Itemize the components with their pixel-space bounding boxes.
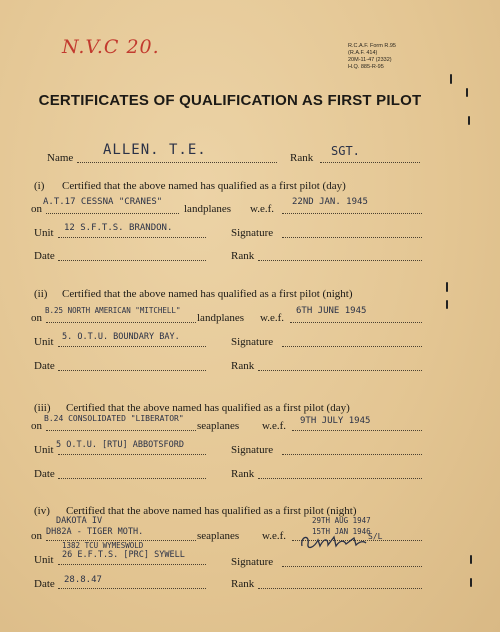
cert-1-on-label: on xyxy=(31,203,42,215)
cert-2-on-label: on xyxy=(31,312,42,324)
cert-4-on-label: on xyxy=(31,530,42,542)
cert-4-number: (iv) xyxy=(34,505,50,517)
cert-3-wef-label: w.e.f. xyxy=(262,420,287,432)
cert-2-rank-label: Rank xyxy=(231,360,255,372)
cert-3-plane-type: seaplanes xyxy=(197,420,240,432)
cert-1-aircraft: A.T.17 CESSNA "CRANES" xyxy=(43,197,163,207)
cert-1-rank-label: Rank xyxy=(231,250,255,262)
cert-2-date-line xyxy=(58,370,206,371)
rank-line xyxy=(320,162,420,163)
cert-2-unit-line xyxy=(58,346,206,347)
cert-4-unit: 26 E.F.T.S. [PRC] SYWELL xyxy=(62,550,185,560)
cert-4-plane-type: seaplanes xyxy=(197,530,240,542)
cert-3-unit-line xyxy=(58,454,206,455)
cert-4-wef-label: w.e.f. xyxy=(262,530,287,542)
cert-2-wef-line xyxy=(290,322,422,323)
cert-4-text: Certified that the above named has qualified as a first pilot (night) xyxy=(66,505,357,517)
cert-4-signature-rank: S/L xyxy=(368,532,383,541)
cert-4-date: 28.8.47 xyxy=(64,575,102,585)
cert-4-wef: 15TH JAN 1946 xyxy=(312,527,371,536)
document-reference: N.V.C 20. xyxy=(62,36,160,58)
cert-4-signature-line xyxy=(282,566,422,567)
cert-3-number: (iii) xyxy=(34,402,51,414)
cert-1-aircraft-line xyxy=(46,213,179,214)
cert-3-signature-label: Signature xyxy=(231,444,274,456)
cert-4-unit-top: 1382 TCU WYMESWOLD xyxy=(62,541,144,550)
cert-3-on-label: on xyxy=(31,420,42,432)
cert-2-text: Certified that the above named has qualified as a first pilot (night) xyxy=(62,288,353,300)
cert-4-rank-label: Rank xyxy=(231,578,255,590)
cert-1-wef-label: w.e.f. xyxy=(250,203,275,215)
cert-3-aircraft-line xyxy=(46,430,196,431)
cert-2-date-label: Date xyxy=(34,360,55,372)
form-print-code: 20M-11-47 (2332) xyxy=(348,57,392,63)
cert-1-signature-label: Signature xyxy=(231,227,274,239)
binding-mark xyxy=(450,74,452,84)
cert-4-aircraft-top: DAKOTA IV xyxy=(56,516,103,526)
cert-1-number: (i) xyxy=(34,180,45,192)
name-value: ALLEN. T.E. xyxy=(103,142,207,158)
cert-1-plane-type: landplanes xyxy=(184,203,232,215)
form-info-block xyxy=(348,43,396,71)
cert-1-rank-line xyxy=(258,260,422,261)
cert-4-unit-line xyxy=(58,564,206,565)
binding-mark xyxy=(446,282,448,292)
cert-2-wef-label: w.e.f. xyxy=(260,312,285,324)
binding-mark xyxy=(466,88,468,97)
cert-2-aircraft: B.25 NORTH AMERICAN "MITCHELL" xyxy=(45,306,181,315)
name-label: Name xyxy=(47,152,74,164)
cert-3-rank-label: Rank xyxy=(231,468,255,480)
form-raf-number: (R.A.F. 414) xyxy=(348,50,378,56)
cert-1-unit: 12 S.F.T.S. BRANDON. xyxy=(64,223,173,233)
cert-4-unit-label: Unit xyxy=(34,554,54,566)
binding-mark xyxy=(470,578,472,587)
cert-2-number: (ii) xyxy=(34,288,48,300)
cert-4-signature-scribble xyxy=(298,528,368,554)
cert-2-rank-line xyxy=(258,370,422,371)
cert-3-wef-line xyxy=(292,430,422,431)
cert-1-text: Certified that the above named has qualified as a first pilot (day) xyxy=(62,180,346,192)
cert-1-unit-label: Unit xyxy=(34,227,54,239)
rank-value: SGT. xyxy=(331,144,360,158)
cert-1-wef-line xyxy=(282,213,422,214)
cert-2-wef: 6TH JUNE 1945 xyxy=(296,306,367,316)
cert-3-rank-line xyxy=(258,478,422,479)
cert-4-signature-label: Signature xyxy=(231,556,274,568)
cert-4-date-line xyxy=(58,588,206,589)
cert-1-unit-line xyxy=(58,237,206,238)
cert-1-date-line xyxy=(58,260,206,261)
cert-1-date-label: Date xyxy=(34,250,55,262)
cert-2-plane-type: landplanes xyxy=(197,312,245,324)
cert-2-aircraft-line xyxy=(46,322,196,323)
cert-3-unit: 5 O.T.U. [RTU] ABBOTSFORD xyxy=(56,440,184,450)
binding-mark xyxy=(468,116,470,125)
cert-2-unit: 5. O.T.U. BOUNDARY BAY. xyxy=(62,332,180,342)
cert-3-text: Certified that the above named has qualified as a first pilot (day) xyxy=(66,402,350,414)
cert-2-unit-label: Unit xyxy=(34,336,54,348)
cert-4-date-label: Date xyxy=(34,578,55,590)
cert-1-signature-line xyxy=(282,237,422,238)
name-line xyxy=(77,162,277,163)
cert-3-date-label: Date xyxy=(34,468,55,480)
cert-4-wef-top: 29TH AUG 1947 xyxy=(312,516,371,525)
cert-2-signature-label: Signature xyxy=(231,336,274,348)
cert-3-signature-line xyxy=(282,454,422,455)
rank-label: Rank xyxy=(290,152,314,164)
cert-4-aircraft: DH82A - TIGER MOTH. xyxy=(46,527,144,537)
page-title: CERTIFICATES OF QUALIFICATION AS FIRST PILOT xyxy=(38,92,422,109)
cert-3-aircraft: B.24 CONSOLIDATED "LIBERATOR" xyxy=(44,414,184,423)
binding-mark xyxy=(470,555,472,564)
binding-mark xyxy=(446,300,448,309)
cert-2-signature-line xyxy=(282,346,422,347)
form-number: R.C.A.F. Form R.95 xyxy=(348,43,396,49)
cert-3-wef: 9TH JULY 1945 xyxy=(300,416,371,426)
cert-1-wef: 22ND JAN. 1945 xyxy=(292,197,368,207)
cert-3-unit-label: Unit xyxy=(34,444,54,456)
cert-3-date-line xyxy=(58,478,206,479)
form-hq-ref: H.Q. 885-R-95 xyxy=(348,64,384,70)
cert-4-rank-line xyxy=(258,588,422,589)
